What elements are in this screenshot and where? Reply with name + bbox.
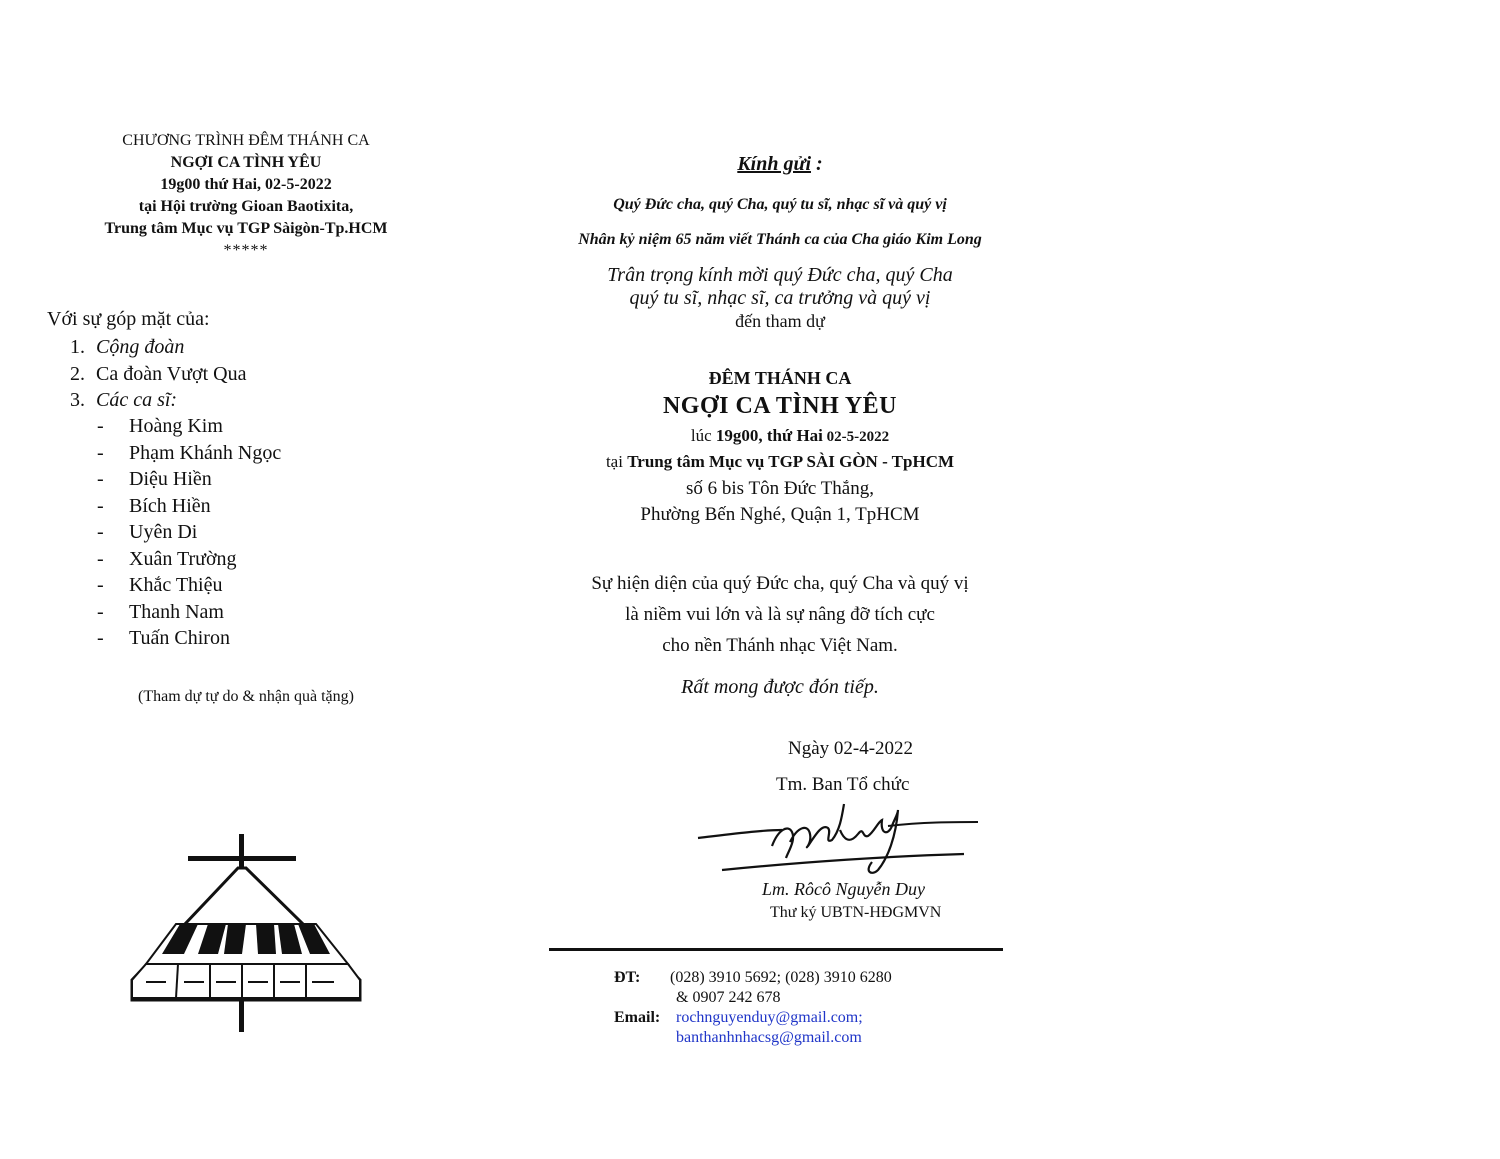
dash-bullet: - <box>97 574 104 596</box>
singer-name: Khắc Thiệu <box>129 574 223 596</box>
email-link-2[interactable]: banthanhnhacsg@gmail.com <box>676 1029 862 1046</box>
presence-line: là niềm vui lớn và là sự nâng đỡ tích cực <box>625 604 935 625</box>
program-header <box>60 130 432 262</box>
presence-line: cho nền Thánh nhạc Việt Nam. <box>662 635 898 656</box>
dash-bullet: - <box>97 415 104 437</box>
attendance-note: (Tham dự tự do & nhận quà tặng) <box>138 688 354 705</box>
letter-date: Ngày 02-4-2022 <box>788 738 914 759</box>
time-value: 19g00, thứ Hai <box>715 426 823 445</box>
phone-row <box>614 968 892 988</box>
list-text: Cộng đoàn <box>96 336 185 358</box>
event-subtitle: ĐÊM THÁNH CA <box>708 368 852 388</box>
signer-name: Lm. Rôcô Nguyễn Duy <box>762 879 925 899</box>
singer-item <box>97 413 281 440</box>
email-label: Email: <box>614 1009 661 1026</box>
welcome-line: Rất mong được đón tiếp. <box>681 676 879 698</box>
singer-name: Uyên Di <box>129 521 198 543</box>
presence-line: Sự hiện diện của quý Đức cha, quý Cha và quý vị <box>591 573 969 594</box>
event-address <box>500 476 1060 528</box>
signer-title: Thư ký UBTN-HĐGMVN <box>770 904 942 921</box>
dash-bullet: - <box>97 521 104 543</box>
singer-item <box>97 466 281 493</box>
list-item <box>70 361 246 388</box>
salutation-text: Kính gửi <box>737 153 811 175</box>
participants-list <box>70 334 246 414</box>
dash-bullet: - <box>97 600 104 623</box>
singer-name: Xuân Trường <box>129 547 237 570</box>
singer-item <box>97 572 281 599</box>
program-title: CHƯƠNG TRÌNH ĐÊM THÁNH CA <box>122 132 370 149</box>
invite-line: Trân trọng kính mời quý Đức cha, quý Cha <box>607 264 953 286</box>
list-text: Ca đoàn Vượt Qua <box>96 362 247 385</box>
dash-bullet: - <box>97 441 104 464</box>
singer-item <box>97 519 281 546</box>
participants-intro: Với sự góp mặt của: <box>47 308 210 330</box>
singers-list <box>97 413 281 652</box>
organizer: Tm. Ban Tổ chức <box>776 774 910 795</box>
salutation-colon: : <box>811 153 823 175</box>
invite-line: đến tham dự <box>735 311 825 331</box>
list-item <box>70 334 246 361</box>
contact-block <box>614 968 892 1048</box>
singer-item <box>97 493 281 520</box>
event-place <box>500 452 1060 472</box>
dash-bullet: - <box>97 494 104 517</box>
presence-text <box>500 568 1060 661</box>
singer-name: Tuấn Chiron <box>129 627 230 649</box>
program-name: NGỢI CA TÌNH YÊU <box>170 154 322 171</box>
program-center: Trung tâm Mục vụ TGP Sàigòn-Tp.HCM <box>104 220 388 237</box>
singer-item <box>97 546 281 573</box>
time-prefix: lúc <box>690 426 716 445</box>
handwritten-signature-icon <box>692 800 982 880</box>
invite-line: quý tu sĩ, nhạc sĩ, ca trưởng và quý vị <box>629 287 931 309</box>
singer-name: Phạm Khánh Ngọc <box>129 441 282 464</box>
list-number: 1. <box>70 336 85 358</box>
addressee: Quý Đức cha, quý Cha, quý tu sĩ, nhạc sĩ và quý vị <box>613 196 947 213</box>
singer-item <box>97 440 281 467</box>
time-date: 02-5-2022 <box>822 429 890 445</box>
address-line: Phường Bến Nghé, Quận 1, TpHCM <box>640 504 920 525</box>
email-row <box>614 1008 892 1028</box>
list-number: 2. <box>70 362 85 385</box>
singer-name: Bích Hiền <box>129 494 211 517</box>
phone-label: ĐT: <box>614 969 641 986</box>
singer-item <box>97 599 281 626</box>
event-time <box>500 426 1060 446</box>
stars-divider: ***** <box>223 242 269 259</box>
list-item <box>70 387 246 414</box>
address-line: số 6 bis Tôn Đức Thắng, <box>686 478 874 499</box>
invitation-text <box>500 264 1060 333</box>
singer-item <box>97 625 281 652</box>
singer-name: Diệu Hiền <box>129 468 212 490</box>
church-piano-logo-icon <box>128 832 364 1034</box>
section-divider <box>549 948 1003 951</box>
phone-row-2: & 0907 242 678 <box>676 989 781 1006</box>
dash-bullet: - <box>97 468 104 490</box>
singer-name: Hoàng Kim <box>129 415 223 437</box>
place-prefix: tại <box>605 452 628 471</box>
phone-numbers: (028) 3910 5692; (028) 3910 6280 <box>670 969 892 986</box>
list-number: 3. <box>70 389 85 411</box>
place-name: Trung tâm Mục vụ TGP SÀI GÒN - TpHCM <box>627 452 955 471</box>
email-separator: ; <box>858 1009 863 1026</box>
dash-bullet: - <box>97 627 104 649</box>
anniversary-line: Nhân kỷ niệm 65 năm viết Thánh ca của Cha giáo Kim Long <box>578 231 982 248</box>
event-title: NGỢI CA TÌNH YÊU <box>662 393 898 419</box>
salutation <box>580 153 980 176</box>
program-venue: tại Hội trường Gioan Baotixita, <box>138 198 354 215</box>
dash-bullet: - <box>97 547 104 570</box>
list-text: Các ca sĩ: <box>96 389 178 411</box>
program-time: 19g00 thứ Hai, 02-5-2022 <box>160 176 332 193</box>
email-link-1[interactable]: rochnguyenduy@gmail.com <box>676 1009 859 1026</box>
singer-name: Thanh Nam <box>129 600 224 623</box>
